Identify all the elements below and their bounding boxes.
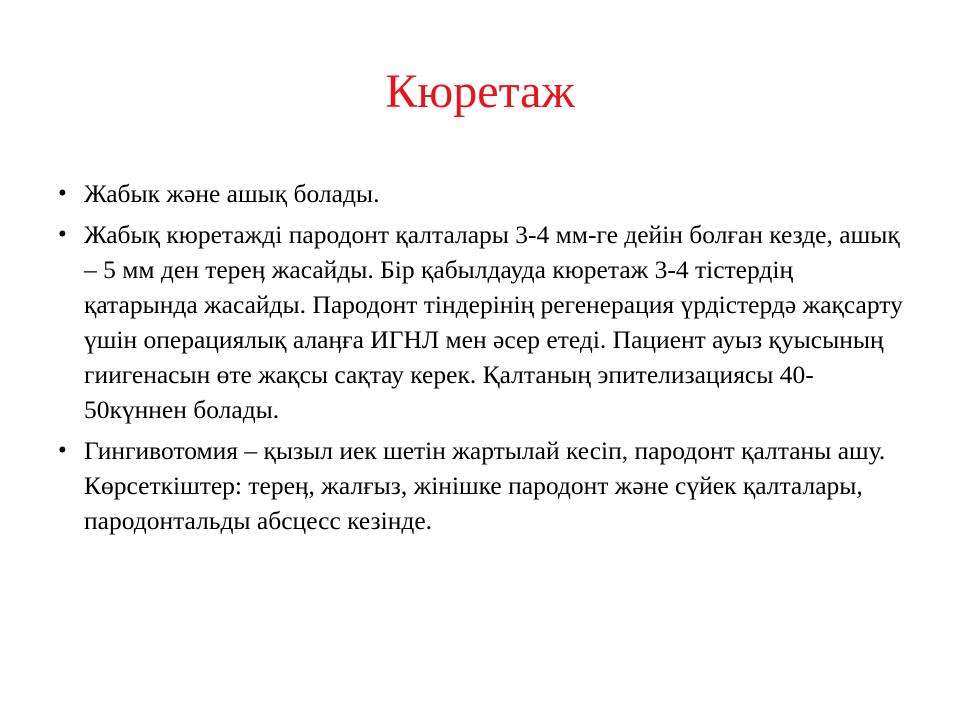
bullet-text: Жабык және ашық болады.: [84, 179, 380, 208]
bullet-dot-icon: •: [58, 221, 67, 248]
bullet-item: [58, 433, 908, 538]
bullet-dot-icon: •: [58, 437, 67, 464]
bullet-text: Гингивотомия – қызыл иек шетін жартылай кесіп, пародонт қалтаны ашу. Көрсеткіштер: тереӊ, жалғыз, жінішке пародонт және сүйек қалталары, пародонтальды абсцесс кезінде.: [84, 436, 886, 535]
slide-title: Кюретаж: [385, 65, 575, 118]
bullet-text: Жабық кюретажді пародонт қалталары 3-4 мм-ге дейін болған кезде, ашық – 5 мм ден тереӊ жасайды. Бір қабылдауда кюретаж 3-4 тістердің қатарында жасайды. Пародонт тіндерінің регенерация үрдістердә жақсарту үшін операциялық алаӊға ИГНЛ мен әсер етеді. Пациент ауыз қуысының гиигенасын өте жақсы сақтау керек. Қалтаның эпителизациясы 40-50күннен болады.: [84, 220, 903, 424]
bullet-item: [58, 217, 908, 427]
bullet-list: [58, 176, 908, 544]
bullet-dot-icon: •: [58, 180, 67, 207]
bullet-item: [58, 176, 908, 211]
